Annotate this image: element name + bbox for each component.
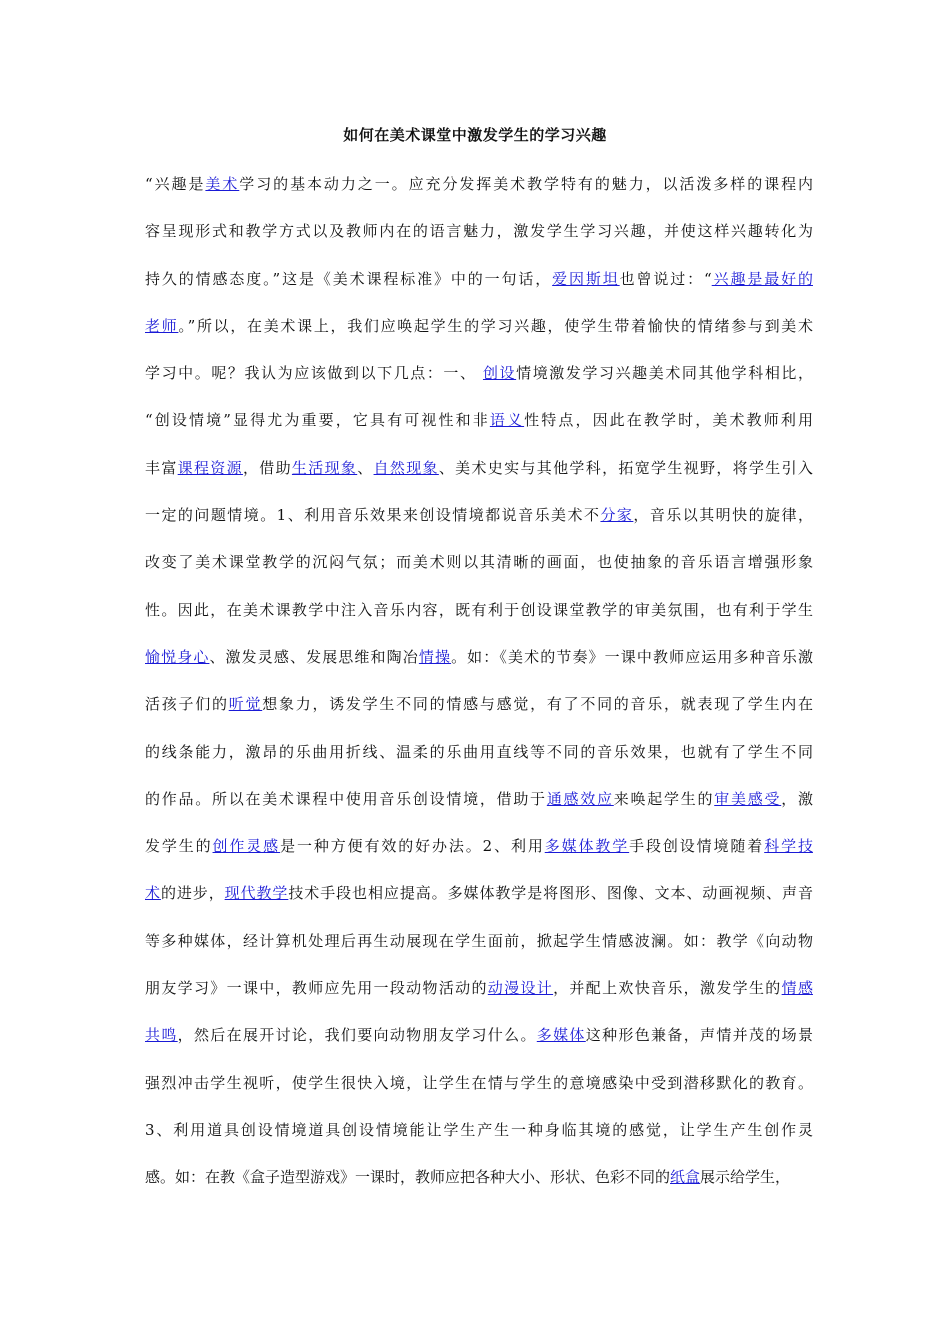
text-segment: 这种形色兼备，声情并茂的场景 [585, 1026, 813, 1045]
text-line [145, 927, 813, 974]
hyperlink[interactable]: 课程资源 [177, 458, 243, 477]
text-line [145, 548, 813, 595]
text-segment: 是一种方便有效的好办法。2、利用 [280, 837, 545, 856]
text-line [145, 643, 813, 690]
hyperlink[interactable]: 共鸣 [145, 1026, 178, 1045]
text-segment: 展示给学生， [700, 1168, 791, 1187]
text-segment: “兴趣是 [145, 175, 206, 193]
text-line [145, 832, 813, 879]
text-line [145, 312, 813, 359]
text-segment: ，然后在展开讨论，我们要向动物朋友学习什么。 [177, 1026, 537, 1045]
text-segment: 容呈现形式和教学方式以及教师内在的语言魅力，激发学生学习兴趣，并使这样兴趣转化为 [145, 222, 813, 241]
text-segment: 3、利用道具创设情境道具创设情境能让学生产生一种身临其境的感觉，让学生产生创作灵 [145, 1120, 813, 1139]
text-segment: 情境激发学习兴趣美术同其他学科相比， [516, 364, 813, 383]
text-segment: 等多种媒体，经计算机处理后再生动展现在学生面前，掀起学生情感波澜。如：教学《向动物 [145, 931, 813, 950]
text-line [145, 359, 813, 406]
text-line [145, 596, 813, 643]
hyperlink[interactable]: 术 [145, 884, 161, 903]
hyperlink[interactable]: 愉悦身心 [145, 647, 210, 666]
text-segment: 感。如：在教《盒子造型游戏》一课时，教师应把各种大小、形状、色彩不同的 [145, 1168, 671, 1187]
text-segment: 改变了美术课堂教学的沉闷气氛；而美术则以其清晰的画面，也使抽象的音乐语言增强形象 [145, 553, 813, 572]
hyperlink[interactable]: 爱因斯坦 [552, 269, 620, 288]
text-segment: “创设情境”显得尤为重要，它具有可视性和非 [145, 411, 490, 430]
text-segment: 丰富 [145, 458, 178, 477]
text-segment: 、 [357, 458, 374, 477]
text-line [145, 974, 813, 1021]
hyperlink[interactable]: 美术 [205, 175, 240, 193]
document-title: 如何在美术课堂中激发学生的学习兴趣 [343, 126, 607, 144]
text-segment: 来唤起学生的 [613, 789, 715, 808]
text-segment: 活孩子们的 [145, 695, 229, 714]
hyperlink[interactable]: 纸盒 [670, 1168, 701, 1187]
text-segment: 想象力，诱发学生不同的情感与感觉，有了不同的音乐，就表现了学生内在 [262, 695, 813, 714]
text-segment: ，激 [781, 789, 813, 808]
text-segment: 强烈冲击学生视听，使学生很快入境，让学生在情与学生的意境感染中受到潜移默化的教育。 [145, 1073, 813, 1092]
text-segment: 、激发灵感、发展思维和陶冶 [209, 647, 419, 666]
hyperlink[interactable]: 多媒体 [536, 1026, 586, 1045]
text-segment: 学习的基本动力之一。应充分发挥美术教学特有的魅力，以活泼多样的课程内 [239, 175, 813, 193]
text-segment: ，音乐以其明快的旋律， [633, 506, 813, 525]
hyperlink[interactable]: 分家 [600, 506, 634, 525]
hyperlink[interactable]: 情操 [418, 647, 452, 666]
text-segment: 。如：《美术的节奏》一课中教师应运用多种音乐激 [451, 647, 813, 666]
text-segment: 的进步， [160, 884, 225, 903]
hyperlink[interactable]: 兴趣是最好的 [711, 269, 813, 288]
text-line [145, 1069, 813, 1116]
text-line [145, 1116, 813, 1163]
text-line [145, 738, 813, 785]
document-body [145, 170, 813, 1211]
hyperlink[interactable]: 现代教学 [224, 884, 289, 903]
text-segment: 发学生的 [145, 837, 213, 856]
text-line [145, 406, 813, 453]
text-segment: 一定的问题情境。1、利用音乐效果来创设情境都说音乐美术不 [145, 506, 601, 525]
text-segment: ，并配上欢快音乐，激发学生的 [553, 979, 782, 998]
hyperlink[interactable]: 情感 [781, 979, 813, 998]
hyperlink[interactable]: 动漫设计 [487, 979, 554, 998]
text-segment: ，借助 [242, 458, 292, 477]
text-segment: 、美术史实与其他学科，拓宽学生视野，将学生引入 [438, 458, 813, 477]
text-segment: 。”所以，在美术课上，我们应唤起学生的学习兴趣，使学生带着愉快的情绪参与到美术 [178, 316, 813, 335]
text-line [145, 785, 813, 832]
hyperlink[interactable]: 创作灵感 [212, 837, 281, 856]
text-segment: 技术手段也相应提高。多媒体教学是将图形、图像、文本、动画视频、声音 [288, 884, 813, 903]
hyperlink[interactable]: 审美感受 [714, 789, 782, 808]
hyperlink[interactable]: 自然现象 [373, 458, 439, 477]
text-segment: 学习中。呢？我认为应该做到以下几点：一、 [145, 364, 483, 383]
text-segment: 的线条能力，激昂的乐曲用折线、温柔的乐曲用直线等不同的音乐效果，也就有了学生不同 [145, 742, 813, 761]
text-segment: 持久的情感态度。”这是《美术课程标准》中的一句话， [145, 269, 553, 288]
hyperlink[interactable]: 语义 [489, 411, 525, 430]
text-line [145, 879, 813, 926]
text-line [145, 170, 813, 217]
hyperlink[interactable]: 听觉 [228, 695, 263, 714]
hyperlink[interactable]: 生活现象 [291, 458, 358, 477]
text-segment: 性。因此，在美术课教学中注入音乐内容，既有利于创设课堂教学的审美氛围，也有利于学生 [145, 600, 813, 619]
text-line [145, 265, 813, 312]
text-line [145, 1021, 813, 1068]
text-segment: 也曾说过：“ [619, 269, 712, 288]
hyperlink[interactable]: 创设 [482, 364, 517, 383]
text-line [145, 1163, 813, 1210]
hyperlink[interactable]: 科学技 [764, 837, 813, 856]
hyperlink[interactable]: 通感效应 [546, 789, 614, 808]
text-segment: 手段创设情境随着 [629, 837, 765, 856]
text-line [145, 501, 813, 548]
text-segment: 性特点，因此在教学时，美术教师利用 [524, 411, 813, 430]
text-line [145, 454, 813, 501]
hyperlink[interactable]: 多媒体教学 [544, 837, 630, 856]
text-segment: 朋友学习》一课中，教师应先用一段动物活动的 [145, 979, 488, 998]
text-segment: 的作品。所以在美术课程中使用音乐创设情境，借助于 [145, 789, 547, 808]
text-line [145, 690, 813, 737]
text-line [145, 217, 813, 264]
hyperlink[interactable]: 老师 [145, 316, 179, 335]
